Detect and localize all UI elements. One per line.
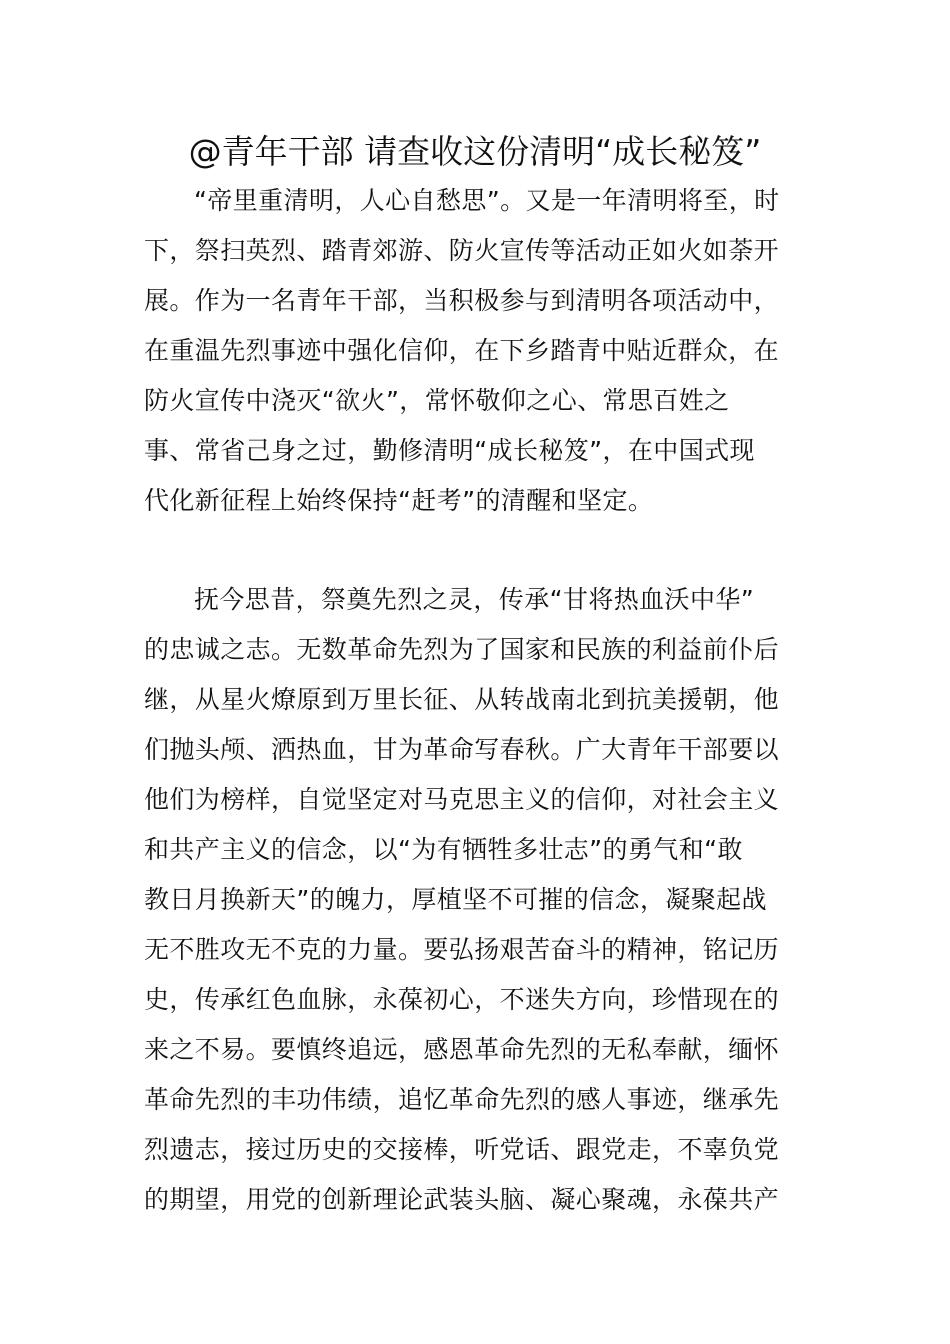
paragraph-2 xyxy=(144,575,808,1225)
paragraph-line: 展。作为一名青年干部，当积极参与到清明各项活动中， xyxy=(144,286,780,315)
paragraph-line: 继，从星火燎原到万里长征、从转战南北到抗美援朝，他 xyxy=(144,685,780,714)
document-title: @青年干部 请查收这份清明“成长秘笈” xyxy=(188,132,762,171)
paragraph-line: 在重温先烈事迹中强化信仰，在下乡踏青中贴近群众，在 xyxy=(144,336,780,365)
paragraph-line: 他们为榜样，自觉坚定对马克思主义的信仰，对社会主义 xyxy=(144,785,780,814)
paragraph-line: 下，祭扫英烈、踏青郊游、防火宣传等活动正如火如荼开 xyxy=(144,236,780,265)
paragraph-1 xyxy=(144,176,808,526)
paragraph-line: 和共产主义的信念，以“为有牺牲多壮志”的勇气和“敢 xyxy=(144,835,743,864)
paragraph-line: 来之不易。要慎终追远，感恩革命先烈的无私奉献，缅怀 xyxy=(144,1035,780,1064)
paragraph-line: 革命先烈的丰功伟绩，追忆革命先烈的感人事迹，继承先 xyxy=(144,1085,780,1114)
paragraph-line: 代化新征程上始终保持“赶考”的清醒和坚定。 xyxy=(144,486,654,515)
paragraph-line: 的期望，用党的创新理论武装头脑、凝心聚魂，永葆共产 xyxy=(144,1185,780,1214)
paragraph-line: 抚今思昔，祭奠先烈之灵，传承“甘将热血沃中华” xyxy=(194,585,755,614)
paragraph-line: 防火宣传中浇灭“欲火”，常怀敬仰之心、常思百姓之 xyxy=(144,386,730,415)
paragraph-line: 教日月换新天”的魄力，厚植坚不可摧的信念，凝聚起战 xyxy=(144,885,767,914)
paragraph-line: 无不胜攻无不克的力量。要弘扬艰苦奋斗的精神，铭记历 xyxy=(144,935,780,964)
paragraph-line: 史，传承红色血脉，永葆初心，不迷失方向，珍惜现在的 xyxy=(144,985,780,1014)
paragraph-line: “帝里重清明，人心自愁思”。又是一年清明将至，时 xyxy=(194,186,780,215)
paragraph-line: 烈遗志，接过历史的交接棒，听党话、跟党走，不辜负党 xyxy=(144,1135,780,1164)
paragraph-line: 事、常省己身之过，勤修清明“成长秘笈”，在中国式现 xyxy=(144,436,755,465)
paragraph-line: 的忠诚之志。无数革命先烈为了国家和民族的利益前仆后 xyxy=(144,635,780,664)
paragraph-line: 们抛头颅、洒热血，甘为革命写春秋。广大青年干部要以 xyxy=(144,735,780,764)
